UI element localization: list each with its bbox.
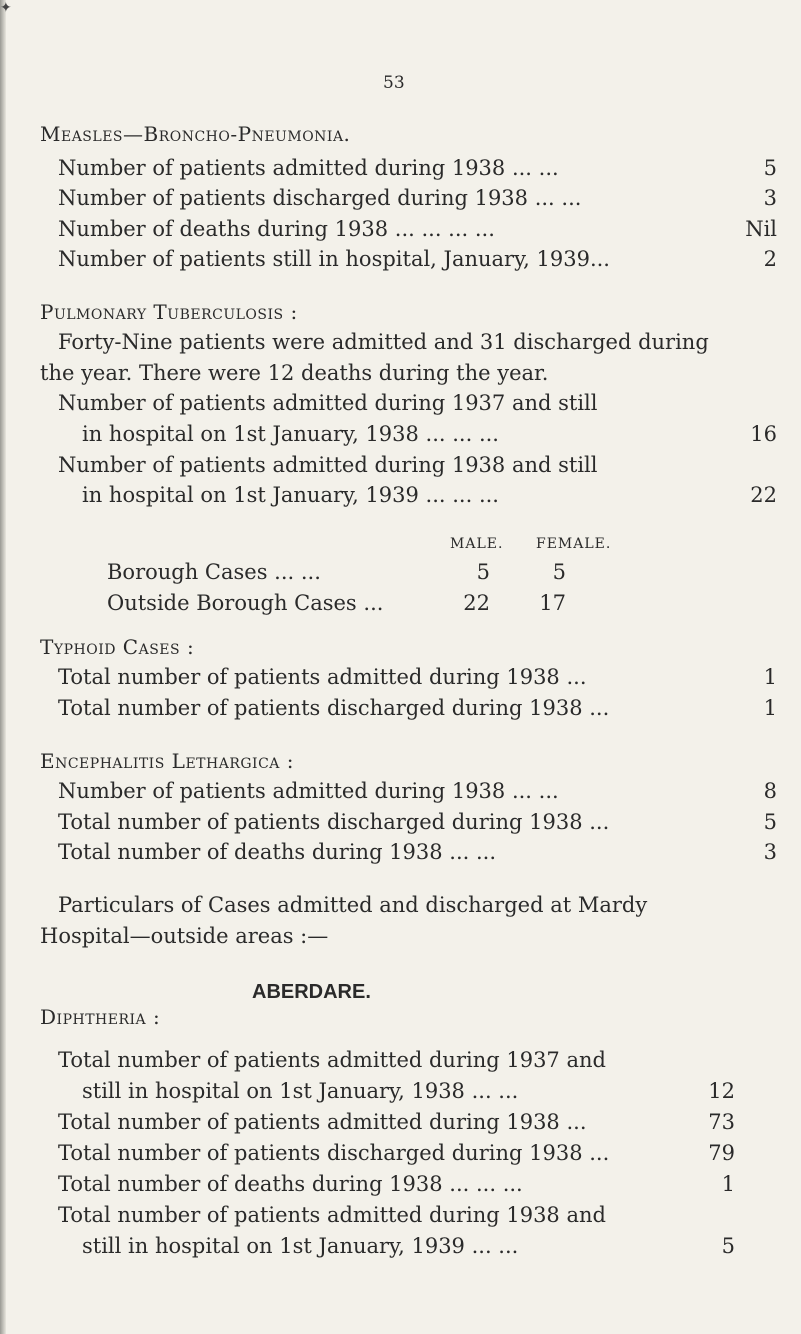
diphtheria-row-value: 5 bbox=[721, 1234, 735, 1258]
column-header-female: FEMALE. bbox=[536, 536, 612, 552]
diphtheria-row-label: Total number of patients admitted during 1938 and bbox=[58, 1203, 606, 1227]
particulars-line: Particulars of Cases admitted and discharged at Mardy bbox=[58, 893, 648, 917]
column-header-male: MALE. bbox=[450, 536, 504, 552]
measles-heading: Measles—Broncho-Pneumonia. bbox=[40, 122, 351, 146]
diphtheria-row-label: Total number of patients admitted during 1937 and bbox=[58, 1048, 606, 1072]
measles-row-value: 5 bbox=[763, 156, 777, 180]
diphtheria-row-label: Total number of deaths during 1938 ... ... ... bbox=[58, 1172, 523, 1196]
measles-row-label: Number of deaths during 1938 ... ... ... ... bbox=[58, 217, 495, 241]
tuberculosis-row-label: Number of patients admitted during 1937 and still bbox=[58, 391, 598, 415]
borough-cases-female: 5 bbox=[552, 560, 566, 584]
tuberculosis-heading: Pulmonary Tuberculosis : bbox=[40, 300, 298, 324]
outside-borough-cases-male: 22 bbox=[463, 591, 490, 615]
diphtheria-row-value: 73 bbox=[708, 1110, 735, 1134]
typhoid-row-label: Total number of patients admitted during 1938 ... bbox=[58, 665, 587, 689]
page-number: 53 bbox=[383, 73, 405, 93]
typhoid-heading: Typhoid Cases : bbox=[40, 635, 195, 659]
diphtheria-row-label: still in hospital on 1st January, 1938 ... ... bbox=[82, 1079, 519, 1103]
encephalitis-heading: Encephalitis Lethargica : bbox=[40, 749, 294, 773]
diphtheria-row-value: 79 bbox=[708, 1141, 735, 1165]
aberdare-title: ABERDARE. bbox=[252, 981, 371, 1003]
encephalitis-row-label: Total number of deaths during 1938 ... ... bbox=[58, 840, 497, 864]
corner-mark: ✦ bbox=[0, 0, 12, 16]
measles-row-label: Number of patients admitted during 1938 ... ... bbox=[58, 156, 559, 180]
measles-row-value: 2 bbox=[763, 247, 777, 271]
diphtheria-row-label: still in hospital on 1st January, 1939 ... ... bbox=[82, 1234, 519, 1258]
tuberculosis-row-value: 16 bbox=[750, 422, 777, 446]
diphtheria-row-label: Total number of patients admitted during 1938 ... bbox=[58, 1110, 587, 1134]
encephalitis-row-label: Number of patients admitted during 1938 ... ... bbox=[58, 779, 559, 803]
encephalitis-row-label: Total number of patients discharged during 1938 ... bbox=[58, 810, 610, 834]
borough-cases-male: 5 bbox=[476, 560, 490, 584]
typhoid-row-value: 1 bbox=[763, 665, 777, 689]
outside-borough-cases-label: Outside Borough Cases ... bbox=[107, 591, 384, 615]
typhoid-row-value: 1 bbox=[763, 696, 777, 720]
tuberculosis-paragraph-line: the year. There were 12 deaths during the year. bbox=[40, 361, 549, 385]
diphtheria-row-value: 12 bbox=[708, 1079, 735, 1103]
diphtheria-row-label: Total number of patients discharged during 1938 ... bbox=[58, 1141, 610, 1165]
tuberculosis-row-label: Number of patients admitted during 1938 and still bbox=[58, 453, 598, 477]
typhoid-row-label: Total number of patients discharged during 1938 ... bbox=[58, 696, 610, 720]
measles-row-value: Nil bbox=[745, 217, 777, 241]
encephalitis-row-value: 8 bbox=[763, 779, 777, 803]
borough-cases-label: Borough Cases ... ... bbox=[107, 560, 321, 584]
outside-borough-cases-female: 17 bbox=[539, 591, 566, 615]
page-edge-shadow bbox=[0, 0, 6, 1334]
tuberculosis-row-value: 22 bbox=[750, 483, 777, 507]
encephalitis-row-value: 3 bbox=[763, 840, 777, 864]
particulars-line: Hospital—outside areas :— bbox=[40, 924, 329, 948]
measles-row-value: 3 bbox=[763, 186, 777, 210]
diphtheria-heading: Diphtheria : bbox=[40, 1005, 161, 1029]
measles-row-label: Number of patients still in hospital, January, 1939... bbox=[58, 247, 610, 271]
tuberculosis-row-label: in hospital on 1st January, 1939 ... ... ... bbox=[82, 483, 499, 507]
measles-row-label: Number of patients discharged during 1938 ... ... bbox=[58, 186, 582, 210]
encephalitis-row-value: 5 bbox=[763, 810, 777, 834]
tuberculosis-paragraph-line: Forty-Nine patients were admitted and 31 discharged during bbox=[58, 330, 709, 354]
diphtheria-row-value: 1 bbox=[721, 1172, 735, 1196]
tuberculosis-row-label: in hospital on 1st January, 1938 ... ... ... bbox=[82, 422, 499, 446]
